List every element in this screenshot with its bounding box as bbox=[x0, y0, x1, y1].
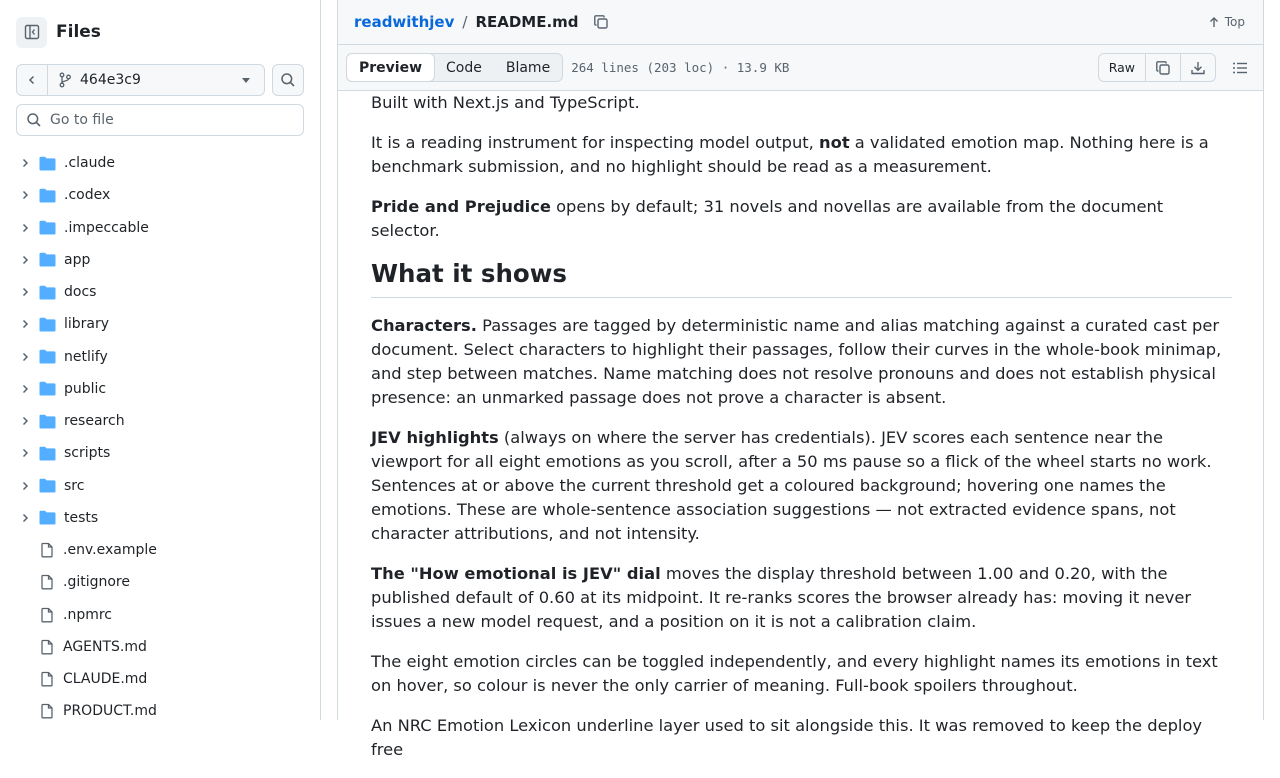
tab-blame[interactable]: Blame bbox=[505, 59, 551, 76]
tree-item-label: netlify bbox=[64, 348, 108, 365]
paragraph: JEV highlights (always on where the server has credentials). JEV scores each sentence near the viewport for all eight emotions as you scroll, after a 50 ms pause so a flick of the wheel starts no work. Sentences at or above the current threshold get a coloured background; hovering one names the emotions. These are whole-sentence association suggestions — not extracted evidence spans, not character attributions, and not intensity. bbox=[371, 428, 1212, 543]
download-button[interactable] bbox=[1180, 54, 1215, 81]
tree-item-label: .claude bbox=[64, 155, 115, 172]
folder-icon-wrap bbox=[39, 317, 56, 332]
tree-item-label: src bbox=[64, 477, 85, 494]
file-icon-wrap bbox=[39, 574, 55, 590]
folder-icon-wrap bbox=[39, 285, 56, 300]
folder-icon bbox=[39, 252, 56, 267]
chevron-left-icon bbox=[26, 74, 38, 86]
expand-toggle[interactable] bbox=[17, 480, 33, 492]
expand-toggle[interactable] bbox=[17, 189, 33, 201]
tree-item-folder[interactable] bbox=[0, 212, 320, 244]
paragraph: It is a reading instrument for inspecting model output, not a validated emotion map. Nothing here is a benchmark submission, and no highlight should be read as a measurement. bbox=[371, 133, 1209, 176]
folder-icon bbox=[39, 510, 56, 525]
back-button[interactable] bbox=[17, 65, 48, 95]
folder-icon bbox=[39, 349, 56, 364]
tree-item-label: .env.example bbox=[63, 542, 157, 559]
tree-item-file[interactable] bbox=[0, 631, 320, 663]
go-to-file-input[interactable] bbox=[50, 112, 290, 128]
folder-icon-wrap bbox=[39, 414, 56, 429]
file-toolbar bbox=[338, 45, 1263, 91]
chevron-right-icon bbox=[19, 189, 31, 201]
expand-toggle[interactable] bbox=[17, 351, 33, 363]
expand-toggle[interactable] bbox=[17, 157, 33, 169]
sidebar-title: Files bbox=[56, 22, 101, 42]
tree-item-file[interactable] bbox=[0, 695, 320, 727]
breadcrumb bbox=[338, 0, 1263, 45]
folder-icon bbox=[39, 285, 56, 300]
tree-item-folder[interactable] bbox=[0, 308, 320, 340]
tree-item-folder[interactable] bbox=[0, 405, 320, 437]
search-icon bbox=[26, 112, 42, 128]
sidebar-header bbox=[16, 16, 101, 48]
chevron-right-icon bbox=[19, 480, 31, 492]
tree-item-file[interactable] bbox=[0, 663, 320, 695]
folder-icon bbox=[39, 446, 56, 461]
folder-icon-wrap bbox=[39, 381, 56, 396]
paragraph: Pride and Prejudice opens by default; 31 novels and novellas are available from the document selector. bbox=[371, 197, 1164, 240]
caret-down-icon bbox=[242, 78, 250, 83]
repo-link[interactable]: readwithjev bbox=[354, 13, 455, 31]
tree-item-folder[interactable] bbox=[0, 373, 320, 405]
branch-selector[interactable] bbox=[16, 64, 265, 96]
tree-item-label: public bbox=[64, 380, 107, 397]
tree-item-label: docs bbox=[64, 284, 97, 301]
tree-item-label: scripts bbox=[64, 445, 111, 462]
folder-icon bbox=[39, 156, 56, 171]
expand-toggle[interactable] bbox=[17, 318, 33, 330]
branch-name: 464e3c9 bbox=[80, 72, 141, 88]
chevron-right-icon bbox=[19, 318, 31, 330]
section-heading: What it shows bbox=[371, 259, 1232, 298]
copy-icon bbox=[593, 14, 609, 30]
tree-item-label: tests bbox=[64, 509, 99, 526]
copy-raw-button[interactable] bbox=[1145, 54, 1180, 81]
paragraph: Built with Next.js and TypeScript. bbox=[371, 93, 640, 112]
tree-item-label: .npmrc bbox=[63, 606, 112, 623]
file-tree bbox=[0, 147, 320, 728]
list-unordered-icon bbox=[1232, 60, 1248, 76]
expand-toggle[interactable] bbox=[17, 415, 33, 427]
expand-toggle[interactable] bbox=[17, 254, 33, 266]
file-icon bbox=[39, 703, 55, 719]
outline-button[interactable] bbox=[1232, 60, 1248, 76]
search-button[interactable] bbox=[272, 64, 304, 96]
chevron-right-icon bbox=[19, 415, 31, 427]
chevron-right-icon bbox=[19, 157, 31, 169]
folder-icon bbox=[39, 414, 56, 429]
top-label: Top bbox=[1224, 15, 1245, 29]
file-icon bbox=[39, 639, 55, 655]
tree-item-label: app bbox=[64, 251, 91, 268]
expand-toggle[interactable] bbox=[17, 512, 33, 524]
tab-preview[interactable]: Preview bbox=[346, 53, 435, 82]
folder-icon-wrap bbox=[39, 510, 56, 525]
file-icon bbox=[39, 607, 55, 623]
view-mode-tabs bbox=[346, 53, 563, 82]
tree-item-file[interactable] bbox=[0, 534, 320, 566]
chevron-right-icon bbox=[19, 286, 31, 298]
file-icon bbox=[39, 542, 55, 558]
chevron-right-icon bbox=[19, 447, 31, 459]
download-icon bbox=[1190, 60, 1206, 76]
markdown-body bbox=[371, 91, 1232, 778]
go-to-file-field[interactable] bbox=[16, 104, 304, 136]
collapse-sidebar-button[interactable] bbox=[16, 17, 47, 48]
file-info: 264 lines (203 loc) · 13.9 KB bbox=[571, 60, 790, 75]
raw-button[interactable]: Raw bbox=[1108, 60, 1135, 75]
tree-item-file[interactable] bbox=[0, 599, 320, 631]
folder-icon-wrap bbox=[39, 220, 56, 235]
toolbar-actions bbox=[1098, 53, 1248, 82]
expand-toggle[interactable] bbox=[17, 447, 33, 459]
tree-item-label: research bbox=[64, 413, 125, 430]
file-viewer bbox=[337, 0, 1264, 759]
arrow-up-icon bbox=[1208, 16, 1220, 28]
folder-icon-wrap bbox=[39, 349, 56, 364]
paragraph: Characters. Passages are tagged by deterministic name and alias matching against a curated cast per document. Select characters to highlight their passages, follow their curves in the whole-book minimap, and step between matches. Name matching does not resolve pronouns and does not establish physical presence: an unmarked passage does not prove a character is absent. bbox=[371, 316, 1222, 407]
tree-item-folder[interactable] bbox=[0, 179, 320, 211]
folder-icon-wrap bbox=[39, 156, 56, 171]
tree-item-label: .codex bbox=[64, 187, 111, 204]
tree-item-label: PRODUCT.md bbox=[63, 703, 157, 720]
file-icon-wrap bbox=[39, 671, 55, 687]
tree-item-folder[interactable] bbox=[0, 276, 320, 308]
file-icon-wrap bbox=[39, 639, 55, 655]
tree-item-folder[interactable] bbox=[0, 470, 320, 502]
chevron-right-icon bbox=[19, 512, 31, 524]
copy-path-button[interactable] bbox=[593, 14, 609, 30]
file-name: README.md bbox=[475, 13, 579, 31]
tree-item-folder[interactable] bbox=[0, 437, 320, 469]
file-icon-wrap bbox=[39, 703, 55, 719]
file-icon bbox=[39, 671, 55, 687]
top-button[interactable] bbox=[1208, 15, 1245, 29]
breadcrumb-separator: / bbox=[462, 13, 468, 31]
tab-code[interactable]: Code bbox=[446, 59, 482, 76]
folder-icon bbox=[39, 381, 56, 396]
tree-item-folder[interactable] bbox=[0, 244, 320, 276]
file-icon bbox=[39, 574, 55, 590]
file-icon-wrap bbox=[39, 607, 55, 623]
folder-icon bbox=[39, 317, 56, 332]
chevron-right-icon bbox=[19, 222, 31, 234]
branch-dropdown[interactable] bbox=[48, 65, 264, 95]
branch-row bbox=[16, 64, 304, 96]
tree-item-folder[interactable] bbox=[0, 341, 320, 373]
copy-icon bbox=[1155, 60, 1171, 76]
folder-icon bbox=[39, 478, 56, 493]
file-action-group bbox=[1098, 53, 1216, 82]
expand-toggle[interactable] bbox=[17, 222, 33, 234]
sidebar-collapse-icon bbox=[24, 24, 40, 40]
tree-item-label: library bbox=[64, 316, 110, 333]
chevron-right-icon bbox=[19, 254, 31, 266]
search-icon bbox=[280, 72, 296, 88]
paragraph: An NRC Emotion Lexicon underline layer used to sit alongside this. It was removed to keep the deploy free bbox=[371, 716, 1203, 759]
folder-icon-wrap bbox=[39, 252, 56, 267]
tree-item-folder[interactable] bbox=[0, 147, 320, 179]
tree-item-label: .gitignore bbox=[63, 574, 130, 591]
folder-icon bbox=[39, 220, 56, 235]
paragraph: The "How emotional is JEV" dial moves the display threshold between 1.00 and 0.20, with the published default of 0.60 at its midpoint. It re-ranks scores the browser already has: moving it never issues a new model request, and a position on it is not a calibration claim. bbox=[371, 564, 1192, 631]
file-tree-sidebar bbox=[0, 0, 321, 720]
folder-icon-wrap bbox=[39, 446, 56, 461]
tree-item-label: AGENTS.md bbox=[63, 638, 147, 655]
tree-item-file[interactable] bbox=[0, 566, 320, 598]
file-icon-wrap bbox=[39, 542, 55, 558]
folder-icon-wrap bbox=[39, 188, 56, 203]
expand-toggle[interactable] bbox=[17, 383, 33, 395]
tree-item-label: CLAUDE.md bbox=[63, 671, 148, 688]
git-branch-icon bbox=[58, 72, 72, 88]
tree-item-folder[interactable] bbox=[0, 502, 320, 534]
chevron-right-icon bbox=[19, 383, 31, 395]
tree-item-label: .impeccable bbox=[64, 219, 149, 236]
expand-toggle[interactable] bbox=[17, 286, 33, 298]
folder-icon-wrap bbox=[39, 478, 56, 493]
paragraph: The eight emotion circles can be toggled independently, and every highlight names its emotions in text on hover, so colour is never the only carrier of meaning. Full-book spoilers throughout. bbox=[371, 652, 1218, 695]
chevron-right-icon bbox=[19, 351, 31, 363]
folder-icon bbox=[39, 188, 56, 203]
